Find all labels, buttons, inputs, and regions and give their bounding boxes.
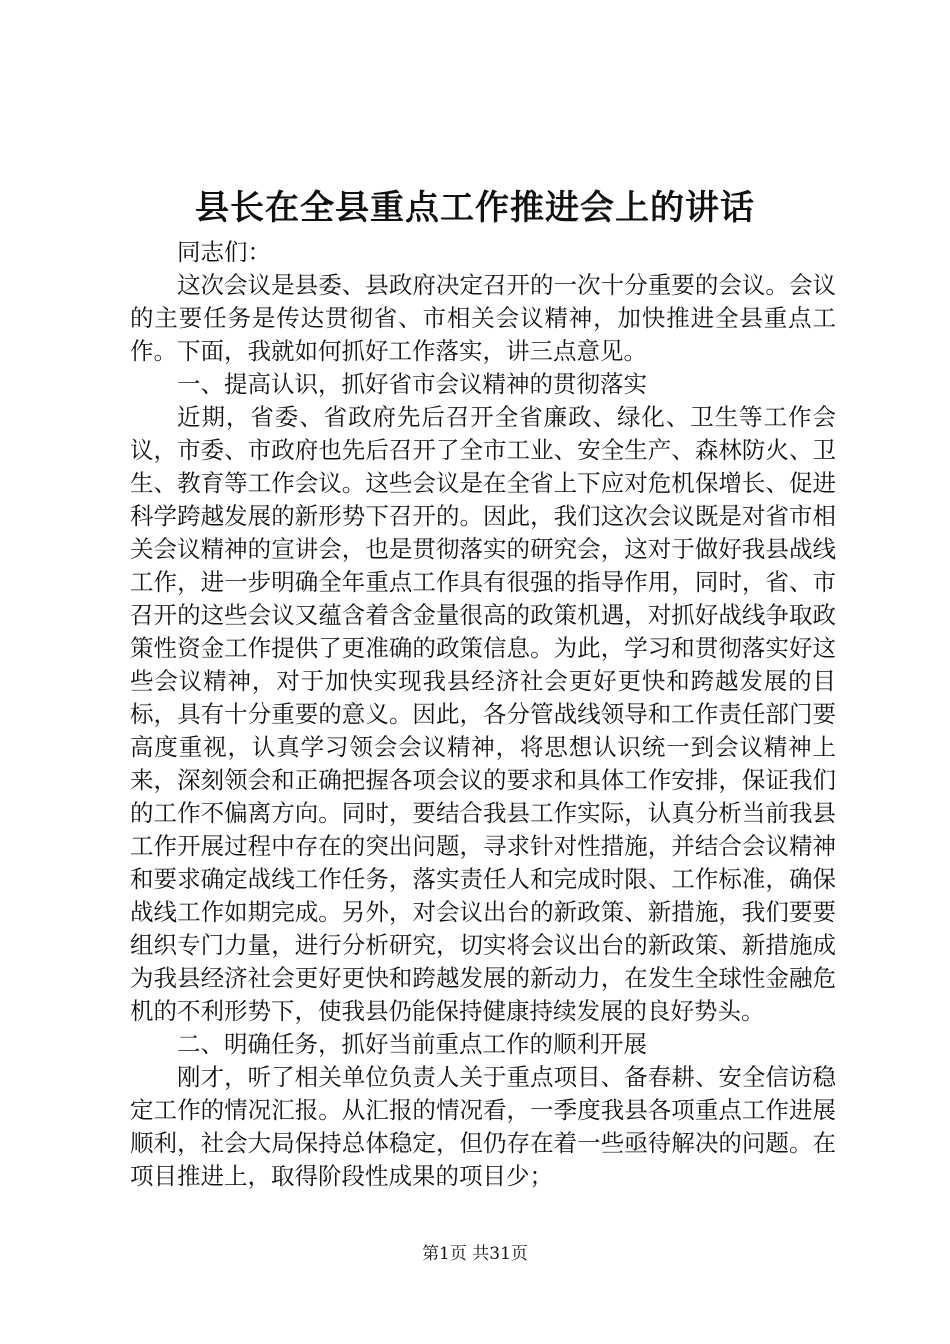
section-heading-1: 一、提高认识，抓好省市会议精神的贯彻落实 [177,370,647,398]
section-heading-2: 二、明确任务，抓好当前重点工作的顺利开展 [177,1030,647,1058]
salutation: 同志们： [177,238,271,266]
paragraph-section-1: 近期，省委、省政府先后召开全省廉政、绿化、卫生等工作会议，市委、市政府也先后召开了全市工业、安全生产、森林防火、卫生、教育等工作会议。这些会议是在全省上下应对危机保增长、促进科学跨越发展的新形势下召开的。因此，我们这次会议既是对省市相关会议精神的宣讲会，也是贯彻落实的研究会，这对于做好我县战线工作，进一步明确全年重点工作具有很强的指导作用，同时，省、市召开的这些会议又蕴含着含金量很高的政策机遇，对抓好战线争取政策性资金工作提供了更准确的政策信息。为此，学习和贯彻落实好这些会议精神，对于加快实现我县经济社会更好更快和跨越发展的目标，具有十分重要的意义。因此，各分管战线领导和工作责任部门要高度重视，认真学习领会会议精神，将思想认识统一到会议精神上来，深刻领会和正确把握各项会议的要求和具体工作安排，保证我们的工作不偏离方向。同时，要结合我县工作实际，认真分析当前我县工作开展过程中存在的突出问题，寻求针对性措施，并结合会议精神和要求确定战线工作任务，落实责任人和完成时限、工作标准，确保战线工作如期完成。另外，对会议出台的新政策、新措施，我们要要组织专门力量，进行分析研究，切实将会议出台的新政策、新措施成为我县经济社会更好更快和跨越发展的新动力，在发生全球性金融危机的不利形势下，使我县仍能保持健康持续发展的良好势头。 [130,403,836,1025]
paragraph-intro: 这次会议是县委、县政府决定召开的一次十分重要的会议。会议的主要任务是传达贯彻省、市相关会议精神，加快推进全县重点工作。下面，我就如何抓好工作落实，讲三点意见。 [130,271,836,365]
document-body [130,236,836,1193]
paragraph-section-2: 刚才，听了相关单位负责人关于重点项目、备春耕、安全信访稳定工作的情况汇报。从汇报的情况看，一季度我县各项重点工作进展顺利，社会大局保持总体稳定，但仍存在着一些亟待解决的问题。在项目推进上，取得阶段性成果的项目少； [130,1063,836,1190]
page-footer: 第1页 共31页 [422,1244,528,1264]
document-title: 县长在全县重点工作推进会上的讲话 [195,188,755,228]
